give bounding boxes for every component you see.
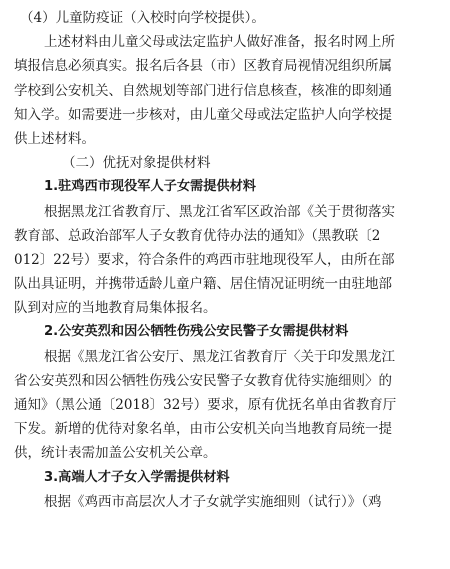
paragraph-line: 知入学。如需要进一步核对，由儿童父母或法定监护人向学校提: [14, 106, 392, 123]
subheading-1-military-children: 1.驻鸡西市现役军人子女需提供材料: [44, 179, 256, 195]
paragraph-line: 学校到公安机关、自然规划等部门进行信息核查，核准的即刻通: [14, 82, 392, 99]
subheading-3-talent-children: 3.高端人才子女入学需提供材料: [44, 469, 230, 485]
paragraph-line: 填报信息必须真实。报名后各县（市）区教育局视情况组织所属: [14, 58, 392, 75]
paragraph-line: 供，统计表需加盖公安机关公章。: [14, 445, 217, 462]
subheading-2-police-children: 2.公安英烈和因公牺牲伤残公安民警子女需提供材料: [44, 324, 349, 340]
item-4-vaccination-certificate: （4）儿童防疫证（入校时向学校提供）。: [20, 10, 265, 26]
paragraph-line: 根据黑龙江省教育厅、黑龙江省军区政治部《关于贯彻落实: [44, 203, 395, 220]
paragraph-line: 队到对应的当地教育局集体报名。: [14, 300, 217, 317]
paragraph-line: 教育部、总政治部军人子女教育优待办法的通知》（黑教联〔2: [14, 227, 381, 244]
paragraph-line: 下发。新增的优待对象名单，由市公安机关向当地教育局统一提: [14, 421, 392, 438]
paragraph-line: 省公安英烈和因公牺牲伤残公安民警子女教育优待实施细则〉的: [14, 372, 392, 389]
paragraph-line: 通知》（黑公通〔2018〕32号）要求，原有优抚名单由省教育厅: [14, 397, 397, 413]
paragraph-line: 根据《黑龙江省公安厅、黑龙江省教育厅〈关于印发黑龙江: [44, 348, 395, 365]
paragraph-line: 根据《鸡西市高层次人才子女就学实施细则（试行）》（鸡: [44, 493, 382, 510]
section-heading-2: （二）优抚对象提供材料: [62, 155, 211, 172]
paragraph-line: 012〕22号）要求，符合条件的鸡西市驻地现役军人，由所在部: [14, 251, 395, 268]
paragraph-line: 队出具证明，并携带适龄儿童户籍、居住情况证明统一由驻地部: [14, 276, 392, 293]
paragraph-line: 上述材料由儿童父母或法定监护人做好准备，报名时网上所: [44, 34, 395, 51]
paragraph-line: 供上述材料。: [14, 130, 95, 147]
